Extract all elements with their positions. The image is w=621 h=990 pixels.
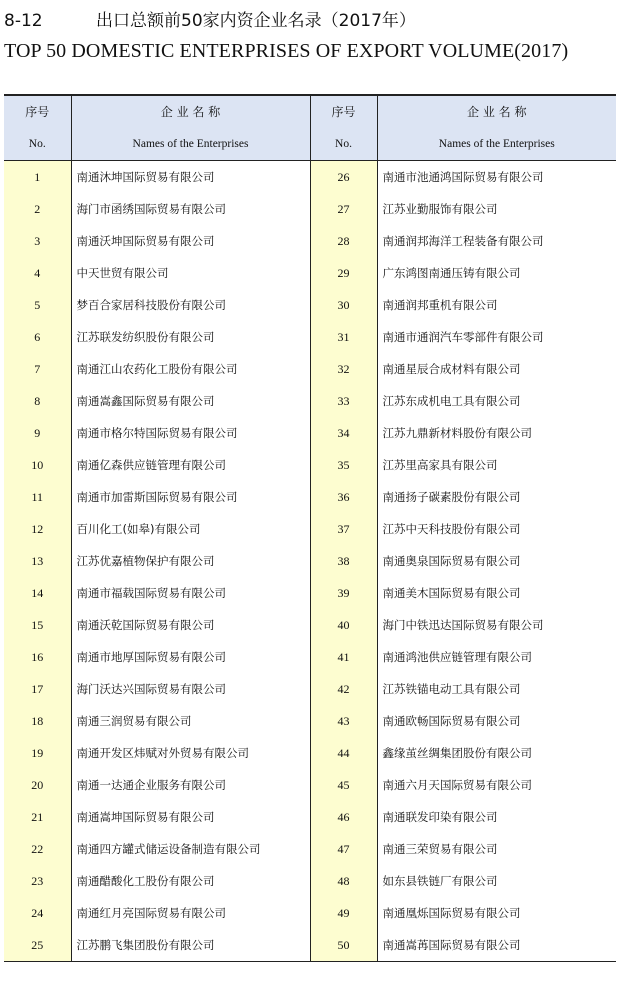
table-row (4, 481, 616, 513)
enterprise-name-right: 广东鸿图南通压铸有限公司 (382, 266, 521, 280)
table-row (4, 353, 616, 385)
row-number-left: 3 (4, 225, 71, 257)
row-number-right: 30 (310, 289, 377, 321)
row-number-right: 44 (310, 737, 377, 769)
enterprise-name-right: 南通润邦海洋工程装备有限公司 (382, 234, 544, 248)
row-number-right: 48 (310, 865, 377, 897)
enterprise-name-left: 江苏鹏飞集团股份有限公司 (71, 929, 310, 962)
enterprise-name-right: 如东县铁链厂有限公司 (382, 874, 498, 888)
enterprise-name-right: 南通扬子碳素股份有限公司 (382, 490, 521, 504)
enterprise-name-right: 南通市池通鸿国际贸易有限公司 (382, 170, 544, 184)
enterprise-name-right: 江苏里高家具有限公司 (382, 458, 498, 472)
header-name-en-right: Names of the Enterprises (377, 127, 616, 161)
row-number-right: 43 (310, 705, 377, 737)
header-no-cn-left: 序号 (4, 95, 71, 127)
enterprise-name-left: 南通开发区炜赋对外贸易有限公司 (71, 737, 310, 769)
enterprise-name-left: 江苏优嘉植物保护有限公司 (71, 545, 310, 577)
table-row (4, 609, 616, 641)
enterprise-name-right: 南通三荣贸易有限公司 (382, 842, 498, 856)
table-row (4, 193, 616, 225)
header-no-en-left: No. (4, 127, 71, 161)
enterprise-name-right: 南通美木国际贸易有限公司 (382, 586, 521, 600)
table-body (4, 161, 616, 962)
enterprise-name-left: 梦百合家居科技股份有限公司 (71, 289, 310, 321)
enterprise-name-right: 江苏九鼎新材料股份有限公司 (382, 426, 532, 440)
table-row (4, 449, 616, 481)
table-row (4, 673, 616, 705)
table-row (4, 897, 616, 929)
enterprise-name-right: 南通奥泉国际贸易有限公司 (382, 554, 521, 568)
row-number-left: 6 (4, 321, 71, 353)
enterprise-name-left: 海门市函绣国际贸易有限公司 (71, 193, 310, 225)
row-number-right: 41 (310, 641, 377, 673)
enterprise-name-left: 南通嵩鑫国际贸易有限公司 (71, 385, 310, 417)
enterprise-name-left: 海门沃达兴国际贸易有限公司 (71, 673, 310, 705)
enterprise-name-left: 南通江山农药化工股份有限公司 (71, 353, 310, 385)
table-row (4, 225, 616, 257)
enterprise-name-right: 江苏铁锚电动工具有限公司 (382, 682, 521, 696)
row-number-right: 46 (310, 801, 377, 833)
enterprise-name-left: 南通三润贸易有限公司 (71, 705, 310, 737)
row-number-left: 11 (4, 481, 71, 513)
row-number-left: 20 (4, 769, 71, 801)
enterprise-name-left: 中天世贸有限公司 (71, 257, 310, 289)
table-row (4, 577, 616, 609)
table-row (4, 545, 616, 577)
row-number-left: 1 (4, 161, 71, 194)
enterprise-name-right: 南通嵩苒国际贸易有限公司 (377, 929, 616, 962)
enterprise-name-left: 南通市地厚国际贸易有限公司 (71, 641, 310, 673)
header-name-en-left: Names of the Enterprises (71, 127, 310, 161)
enterprise-name-right: 江苏中天科技股份有限公司 (382, 522, 521, 536)
enterprise-name-right: 南通联发印染有限公司 (382, 810, 498, 824)
enterprise-name-left: 南通市福载国际贸易有限公司 (71, 577, 310, 609)
table-header (4, 95, 616, 161)
enterprise-name-left: 江苏联发纺织股份有限公司 (71, 321, 310, 353)
enterprise-name-right: 南通星辰合成材料有限公司 (382, 362, 521, 376)
row-number-right: 32 (310, 353, 377, 385)
enterprise-name-left: 南通嵩坤国际贸易有限公司 (71, 801, 310, 833)
enterprise-name-left: 南通一达通企业服务有限公司 (71, 769, 310, 801)
enterprise-name-right: 鑫缘茧丝绸集团股份有限公司 (382, 746, 532, 760)
enterprise-name-right: 南通鸿池供应链管理有限公司 (382, 650, 532, 664)
row-number-left: 21 (4, 801, 71, 833)
header-no-en-right: No. (310, 127, 377, 161)
row-number-right: 35 (310, 449, 377, 481)
header-name-cn-right: 企 业 名 称 (377, 95, 616, 127)
row-number-right: 42 (310, 673, 377, 705)
row-number-left: 5 (4, 289, 71, 321)
table-row (4, 321, 616, 353)
row-number-left: 9 (4, 417, 71, 449)
row-number-left: 15 (4, 609, 71, 641)
enterprise-name-right: 南通六月天国际贸易有限公司 (382, 778, 532, 792)
header-name-cn-left: 企 业 名 称 (71, 95, 310, 127)
row-number-left: 2 (4, 193, 71, 225)
enterprise-name-left: 百川化工(如皋)有限公司 (71, 513, 310, 545)
enterprise-table (4, 94, 616, 962)
row-number-right: 37 (310, 513, 377, 545)
row-number-left: 25 (4, 929, 71, 962)
enterprise-name-left: 南通市加雷斯国际贸易有限公司 (71, 481, 310, 513)
row-number-right: 27 (310, 193, 377, 225)
enterprise-name-right: 南通润邦重机有限公司 (382, 298, 498, 312)
table-row (4, 513, 616, 545)
table-row (4, 833, 616, 865)
page-title (4, 6, 416, 31)
row-number-right: 31 (310, 321, 377, 353)
row-number-right: 26 (310, 161, 377, 194)
table-row (4, 705, 616, 737)
row-number-left: 22 (4, 833, 71, 865)
enterprise-name-left: 南通亿森供应链管理有限公司 (71, 449, 310, 481)
row-number-left: 8 (4, 385, 71, 417)
row-number-right: 50 (310, 929, 377, 962)
enterprise-name-left: 南通醋酸化工股份有限公司 (71, 865, 310, 897)
row-number-left: 19 (4, 737, 71, 769)
enterprise-name-left: 南通沃坤国际贸易有限公司 (71, 225, 310, 257)
enterprise-name-left: 南通红月亮国际贸易有限公司 (71, 897, 310, 929)
row-number-left: 10 (4, 449, 71, 481)
header-no-cn-right: 序号 (310, 95, 377, 127)
row-number-right: 39 (310, 577, 377, 609)
enterprise-name-right: 南通欧畅国际贸易有限公司 (382, 714, 521, 728)
enterprise-name-right: 海门中铁迅达国际贸易有限公司 (382, 618, 544, 632)
row-number-right: 40 (310, 609, 377, 641)
table-row (4, 289, 616, 321)
row-number-left: 17 (4, 673, 71, 705)
enterprise-name-left: 南通沐坤国际贸易有限公司 (71, 161, 310, 194)
row-number-left: 16 (4, 641, 71, 673)
row-number-left: 14 (4, 577, 71, 609)
row-number-left: 24 (4, 897, 71, 929)
row-number-left: 18 (4, 705, 71, 737)
table-row (4, 801, 616, 833)
row-number-left: 23 (4, 865, 71, 897)
row-number-left: 4 (4, 257, 71, 289)
row-number-left: 7 (4, 353, 71, 385)
row-number-right: 38 (310, 545, 377, 577)
table-row (4, 385, 616, 417)
row-number-left: 13 (4, 545, 71, 577)
row-number-right: 45 (310, 769, 377, 801)
table-code: 8-12 (4, 11, 43, 31)
enterprise-name-right: 南通凰烁国际贸易有限公司 (382, 906, 521, 920)
title-english: TOP 50 DOMESTIC ENTERPRISES OF EXPORT VOLUME(2017) (4, 40, 569, 62)
enterprise-name-right: 江苏东成机电工具有限公司 (382, 394, 521, 408)
row-number-right: 28 (310, 225, 377, 257)
table-row (4, 257, 616, 289)
row-number-right: 33 (310, 385, 377, 417)
enterprise-name-left: 南通四方罐式储运设备制造有限公司 (71, 833, 310, 865)
table-row (4, 161, 616, 194)
row-number-left: 12 (4, 513, 71, 545)
title-chinese: 出口总额前50家内资企业名录（2017年） (96, 11, 416, 31)
row-number-right: 29 (310, 257, 377, 289)
enterprise-name-left: 南通市格尔特国际贸易有限公司 (71, 417, 310, 449)
table-row (4, 737, 616, 769)
table-row (4, 769, 616, 801)
enterprise-name-left: 南通沃乾国际贸易有限公司 (71, 609, 310, 641)
row-number-right: 49 (310, 897, 377, 929)
row-number-right: 47 (310, 833, 377, 865)
table-row (4, 417, 616, 449)
row-number-right: 36 (310, 481, 377, 513)
enterprise-name-right: 南通市通润汽车零部件有限公司 (382, 330, 544, 344)
enterprise-name-right: 江苏业勤服饰有限公司 (382, 202, 498, 216)
row-number-right: 34 (310, 417, 377, 449)
table-row (4, 641, 616, 673)
table-row (4, 865, 616, 897)
table-row (4, 929, 616, 962)
